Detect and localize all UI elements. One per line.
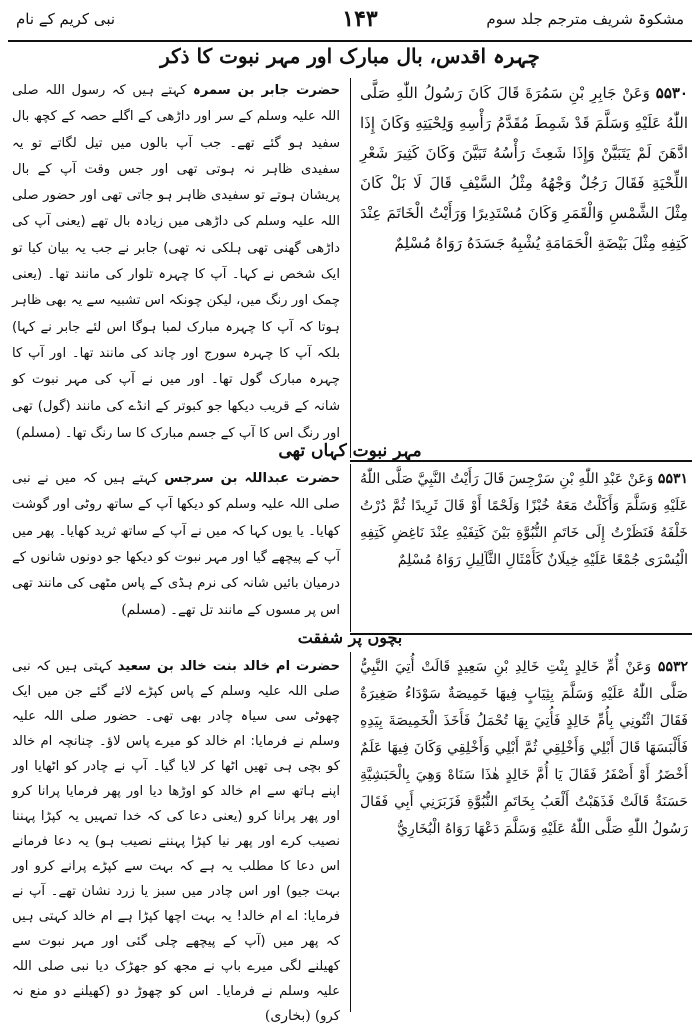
running-header (10, 6, 690, 40)
narrator: حضرت جابر بن سمرہ (192, 83, 340, 98)
urdu-translation (12, 654, 341, 1024)
header-rule (8, 40, 692, 42)
hadith-number: ۵۵۳۲ (657, 659, 688, 675)
narrator: حضرت ام خالد بنت خالد بن سعید (117, 659, 341, 674)
column-divider (350, 652, 351, 1012)
source-reference: (بخاری) (264, 1008, 311, 1024)
book-title: مشکوۃ شریف مترجم جلد سوم (486, 10, 684, 28)
hadith-number: ۵۵۳۰ (655, 84, 688, 102)
arabic-text: وَعَنْ جَابِرِ بْنِ سَمُرَةَ قَالَ كَانَ رَسُولُ اللّٰهِ صَلَّى اللّٰهُ عَلَيْهِ وَسَلَّمَ قَدْ شَمِطَ مُقَدَّمُ رَأْسِهِ وَلِحْيَتِهِ وَكَانَ إِذَا ادَّهَنَ لَمْ يَتَبَيَّنْ وَإِذَا شَعِثَ رَأْسُهُ تَبَيَّنَ وَكَانَ كَثِيرَ شَعْرِ اللِّحْيَةِ فَقَالَ رَجُلٌ وَجْهُهُ مِثْلُ السَّيْفِ قَالَ لَا بَلْ كَانَ مِثْلَ الشَّمْسِ وَالْقَمَرِ وَكَانَ مُسْتَدِيرًا وَرَأَيْتُ الْخَاتَمَ عِنْدَ كَتِفِهِ مِثْلَ بَيْضَةِ الْحَمَامَةِ يُشْبِهُ جَسَدَهُ رَوَاهُ مُسْلِمٌ (360, 84, 688, 252)
urdu-translation (12, 466, 340, 630)
chapter-title: نبی کریم کے نام (16, 10, 116, 28)
arabic-hadith (360, 466, 688, 630)
source-reference: (مسلم) (15, 424, 61, 441)
section-title: بچوں پر شفقت (297, 628, 403, 647)
arabic-text: وَعَنْ أُمِّ خَالِدٍ بِنْتِ خَالِدِ بْنِ سَعِيدٍ قَالَتْ أُتِيَ النَّبِيُّ صَلَّى اللّٰهُ عَلَيْهِ وَسَلَّمَ بِثِيَابٍ فِيهَا خَمِيصَةٌ سَوْدَاءُ صَغِيرَةٌ فَقَالَ ائْتُونِي بِأُمِّ خَالِدٍ فَأُتِيَ بِهَا تُحْمَلُ فَأَخَذَ الْخَمِيصَةَ بِيَدِهِ فَأَلْبَسَهَا قَالَ أَبْلِي وَأَخْلِقِي ثُمَّ أَبْلِي وَأَخْلِقِي وَكَانَ فِيهَا عَلَمٌ أَخْضَرُ أَوْ أَصْفَرُ فَقَالَ يَا أُمَّ خَالِدٍ هٰذَا سَنَاهْ وَهِيَ بِالْحَبَشِيَّةِ حَسَنَةٌ قَالَتْ فَذَهَبْتُ أَلْعَبُ بِخَاتَمِ النُّبُوَّةِ فَزَبَرَنِي أَبِي فَقَالَ رَسُولُ اللّٰهِ صَلَّى اللّٰهُ عَلَيْهِ وَسَلَّمَ دَعْهَا رَوَاهُ الْبُخَارِيُّ (360, 659, 688, 837)
column-divider (350, 464, 351, 632)
narrator: حضرت عبداللہ بن سرجس (164, 471, 340, 486)
arabic-hadith (360, 654, 688, 1012)
source-reference: (مسلم) (121, 602, 167, 619)
column-divider (350, 78, 351, 458)
page-number: ۱۴۳ (342, 6, 378, 32)
urdu-translation (12, 78, 340, 458)
hadith-number: ۵۵۳۱ (657, 471, 688, 487)
translation-text: کہتے ہیں کہ میں نے نبی صلی اللہ علیہ وسلم کو دیکھا آپ کے ساتھ روٹی اور گوشت کھایا۔ یا یوں کہا کہ میں نے آپ کے ساتھ ثرید کھایا۔ پھر میں آپ کے پیچھے گیا اور مہر نبوت کو دیکھا جو دونوں شانوں کے درمیان بائیں شانہ کی نرم ہڈی کے پاس مٹھی کی مانند تھی اس پر مسوں کے مانند تل تھے۔ (12, 471, 340, 619)
arabic-text: وَعَنْ عَبْدِ اللّٰهِ بْنِ سَرْجِسَ قَالَ رَأَيْتُ النَّبِيَّ صَلَّى اللّٰهُ عَلَيْهِ وَسَلَّمَ وَأَكَلْتُ مَعَهُ خُبْزًا وَلَحْمًا أَوْ قَالَ ثَرِيدًا ثُمَّ دُرْتُ خَلْفَهُ فَنَظَرْتُ إِلَى خَاتَمِ النُّبُوَّةِ بَيْنَ كَتِفَيْهِ عِنْدَ نَاغِضِ كَتِفِهِ الْيُسْرَى جُمْعًا عَلَيْهِ خِيلَانٌ كَأَمْثَالِ الثَّآلِيلِ رَوَاهُ مُسْلِمٌ (360, 471, 688, 568)
section-title: مہر نبوت کہاں تھی (278, 441, 422, 461)
translation-text: کہتے ہیں کہ رسول اللہ صلی اللہ علیہ وسلم کے سر اور داڑھی کے اگلے حصہ کے کچھ بال سفید ہو گئے تھے۔ جب آپ بالوں میں تیل لگاتے تو یہ سفیدی ظاہر نہ ہوتی تھی اور جس وقت آپ کے بال پریشان ہوتے تو سفیدی ظاہر ہو جاتی تھی اور حضور صلی اللہ علیہ وسلم کی داڑھی میں زیادہ بال تھے (یعنی آپ کی داڑھی گھنی تھی ہلکی نہ تھی) جابر نے جب یہ بیان کیا تو ایک شخص نے کہا۔ آپ کا چہرہ تلوار کی مانند تھا۔ (یعنی چمک اور رنگ میں، لیکن چونکہ اس تشبیہ سے یہ بھی ظاہر ہوتا کہ آپ کا چہرہ مبارک لمبا ہوگا اس لئے جابر نے کہا) بلکہ آپ کا چہرہ سورج اور چاند کی مانند تھا۔ اور آپ کا چہرہ مبارک گول تھا۔ اور میں نے آپ کی مہر نبوت کو شانہ کے قریب دیکھا جو کبوتر کے انڈے کی مانند (گول) تھی اور رنگ اس کا آپ کے جسم مبارک کا سا رنگ تھا۔ (12, 83, 340, 441)
arabic-hadith (360, 78, 688, 458)
translation-text: کہتی ہیں کہ نبی صلی اللہ علیہ وسلم کے پاس کپڑے لائے گئے جن میں ایک چھوٹی سی سیاہ چادر بھی تھی۔ حضور صلی اللہ علیہ وسلم نے فرمایا: ام خالد کو میرے پاس لاؤ۔ چنانچہ ام خالد کو بچی ہی تھیں اٹھا کر لایا گیا۔ آپ نے چادر کو اٹھایا اور اپنے ہاتھ سے ام خالد کو اوڑھا دیا اور پھر فرمایا پرانا کرو اور پھر پرانا کرو (یعنی دعا کی کہ خدا تمہیں یہ کپڑا پہننا نصیب کرے اور پھر نیا کپڑا پہننے نصیب ہو) یہ دعا فرمانے اس دعا کا مطلب یہ ہے کہ بہت سے کپڑے پرانے کرو اور بہت جیو) اور اس چادر میں سبز یا زرد نشان تھے۔ آپ نے فرمایا: اے ام خالد! یہ بہت اچھا کپڑا ہے ام خالد کہتی ہیں کہ پھر میں (آپ کے پیچھے چلی گئی اور مہر نبوت سے کھیلنے لگی میرے باپ نے مجھ کو جھڑک دیا نبی صلی اللہ علیہ وسلم نے فرمایا۔ اس کو چھوڑ دو (کھیلنے دو منع نہ کرو) (12, 659, 340, 1024)
section-title: چہرہ اقدس، بال مبارک اور مہر نبوت کا ذکر (160, 44, 540, 68)
